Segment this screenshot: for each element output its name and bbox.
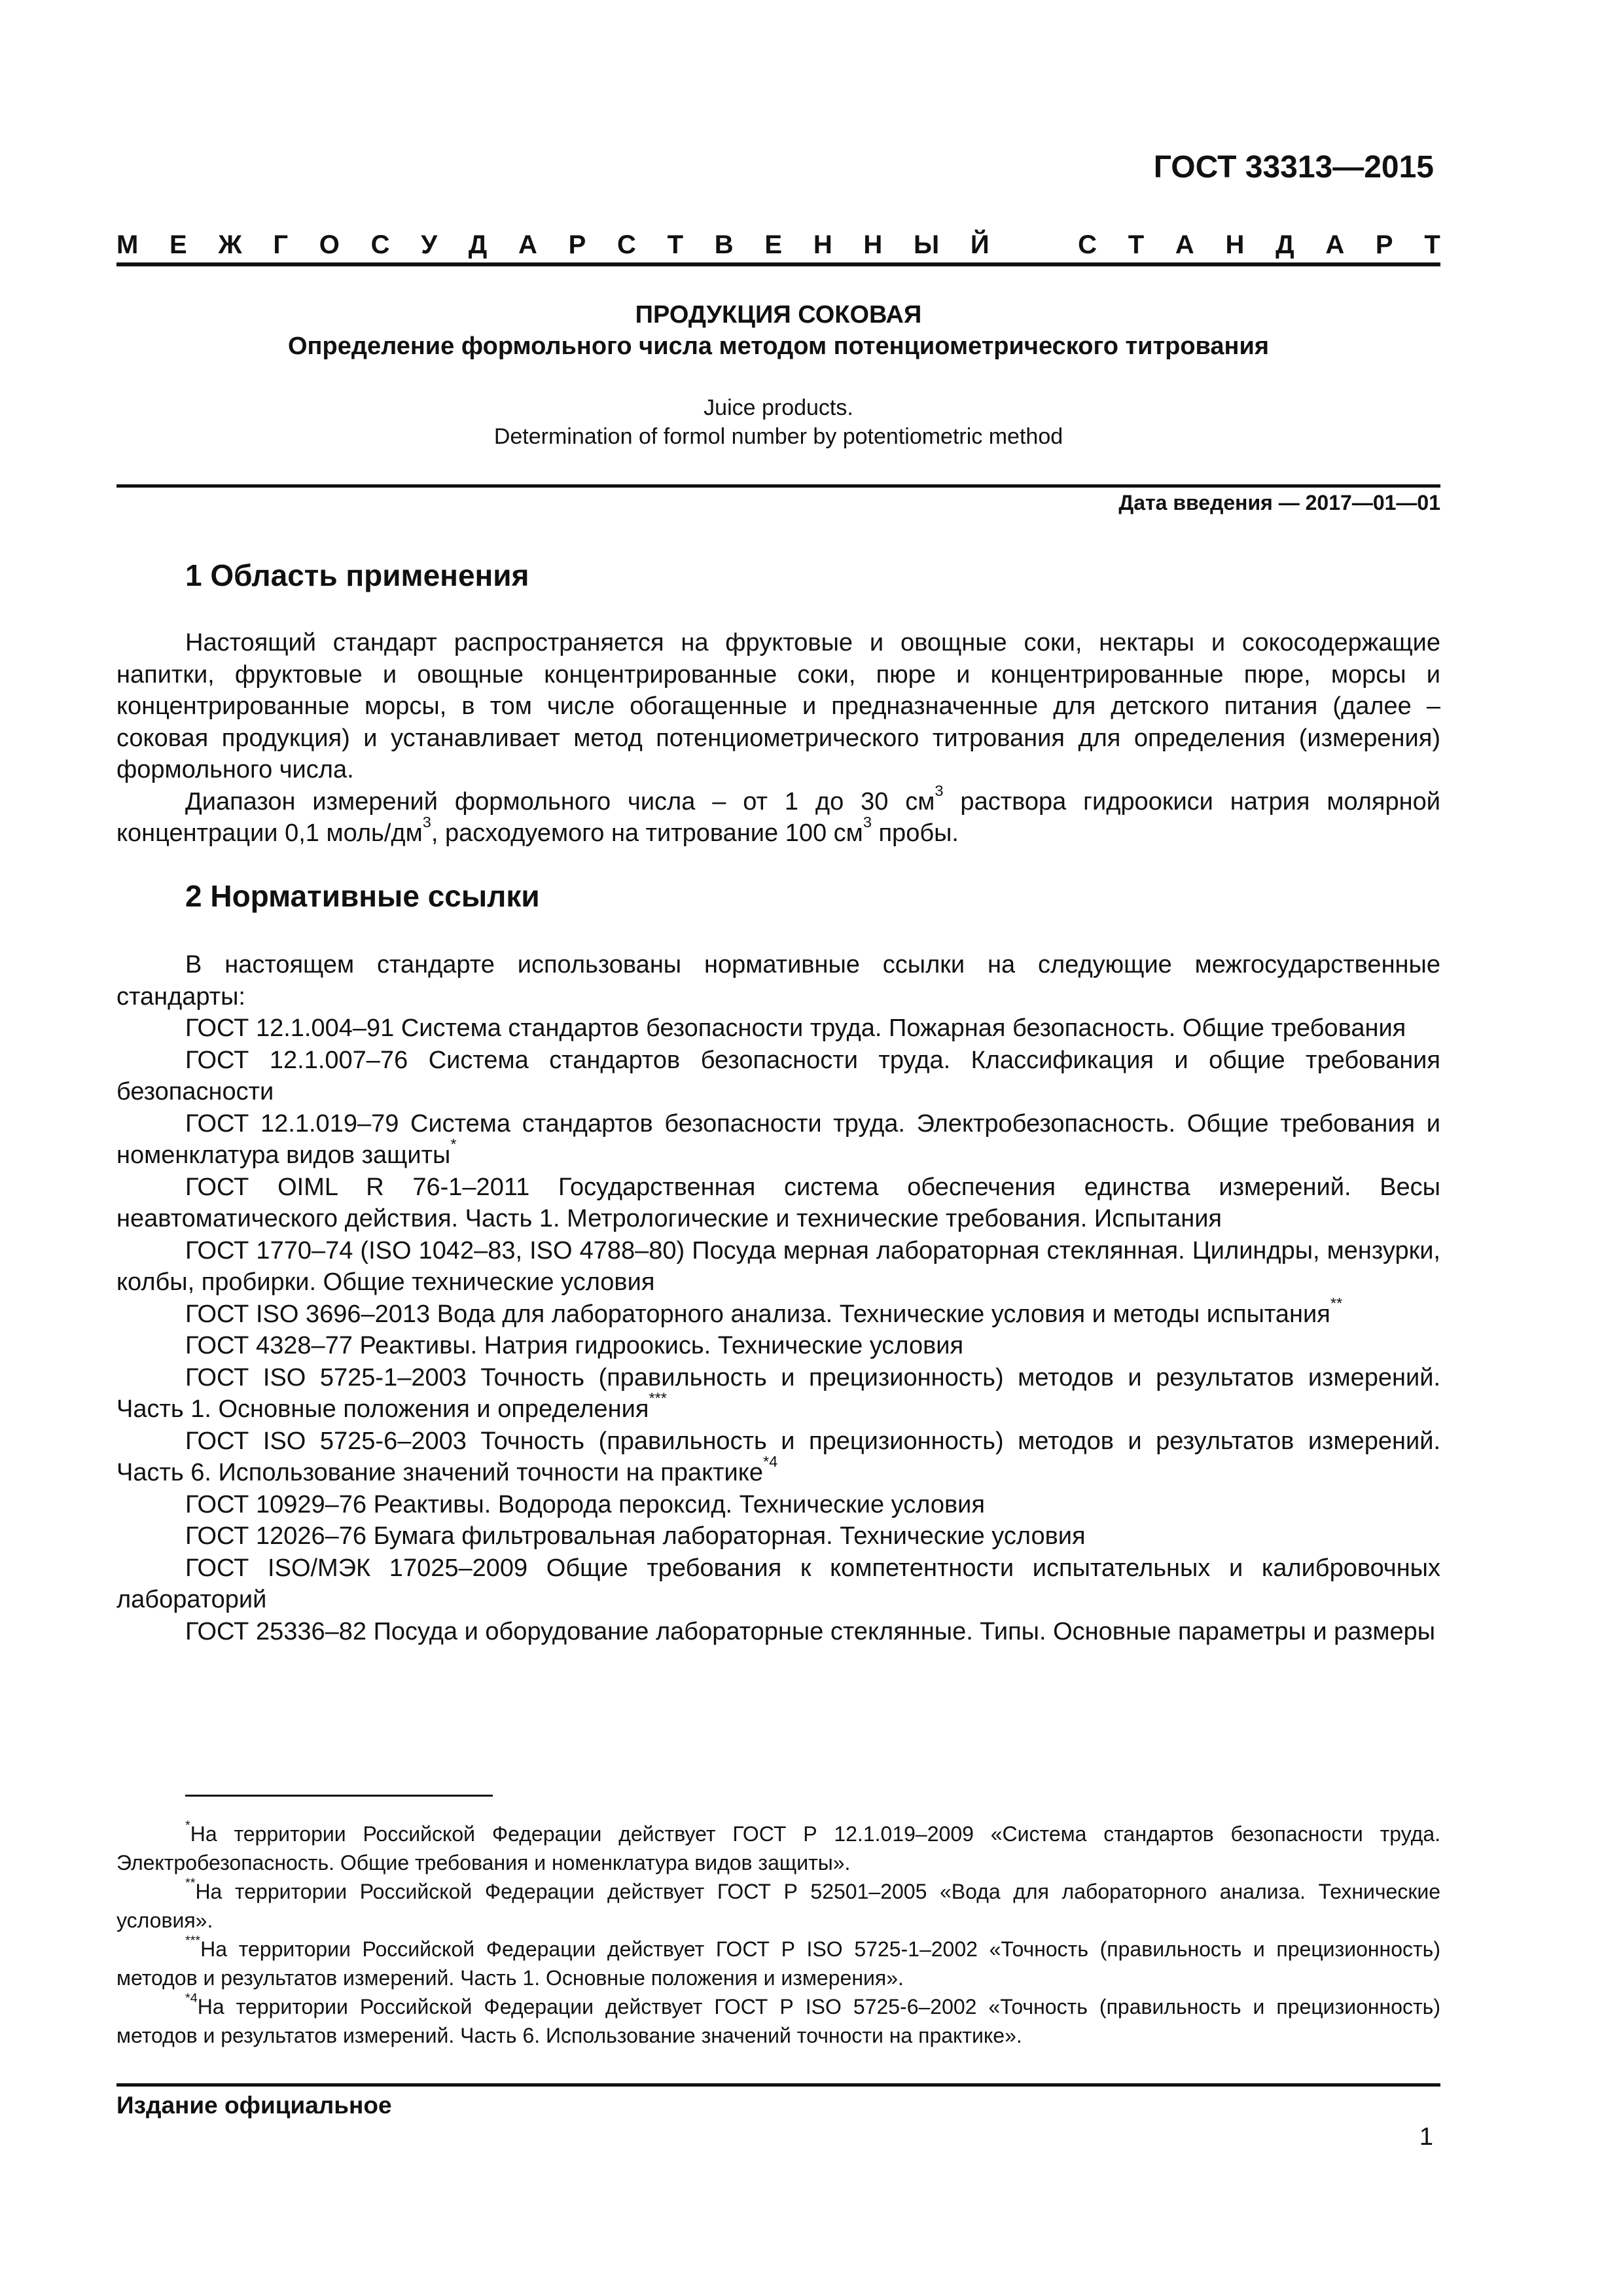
section-2-body [116,949,1440,1647]
title-ru-sub: Определение формольного числа методом потенциометрического титрования [287,332,1270,360]
normative-reference: ГОСТ 12.1.004–91 Система стандартов безопасности труда. Пожарная безопасность. Общие требования [185,1014,1406,1042]
section-1-paragraph-1: Настоящий стандарт распространяется на фруктовые и овощные соки, нектары и сокосодержащие напитки, фруктовые и овощные концентрированные соки, пюре и концентрированные пюре, морсы и концентрированные морсы, в том числе обогащенные и предназначенные для детского питания (далее – соковая продукция) и устанавливает метод потенциометрического титрования для определения (измерения) формольного числа. [116,629,1440,783]
banner-letter: Т [667,230,684,259]
normative-reference: ГОСТ 1770–74 (ISO 1042–83, ISO 4788–80) Посуда мерная лабораторная стеклянная. Цилиндры, мензурки, колбы, пробирки. Общие технические условия [116,1236,1440,1296]
intro-date: Дата введения — 2017—01—01 [1118,491,1440,514]
normative-reference: ГОСТ 12.1.007–76 Система стандартов безопасности труда. Классификация и общие требования безопасности [116,1046,1440,1105]
banner-letter: Д [1275,230,1294,259]
banner-letter: Н [863,230,883,259]
header-rule [116,262,1440,266]
footnote: $^{*4}$На территории Российской Федерации действует ГОСТ Р ISO 5725-6–2002 «Точность (правильность и прецизионность) методов и результатов измерений. Часть 6. Использование значений точности на практике». [116,1991,1440,2047]
page-number: 1 [1419,2123,1433,2151]
footnote-marker: *** [649,1389,667,1407]
banner-letter: Т [1128,230,1145,259]
banner-letter: Е [764,230,783,259]
banner-letter: С [617,230,636,259]
edition-label: Издание официальное [116,2092,392,2119]
title-en-main: Juice products. [704,395,853,420]
normative-reference: ГОСТ 10929–76 Реактивы. Водорода пероксид. Технические условия [185,1490,985,1518]
normative-reference: ГОСТ ISO/МЭК 17025–2009 Общие требования к компетентности испытательных и калибровочных лабораторий [116,1554,1440,1613]
footnote: ***На территории Российской Федерации действует ГОСТ Р ISO 5725-1–2002 «Точность (правильность и прецизионность) методов и результатов измерений. Часть 1. Основные положения и измерения». [116,1933,1440,1990]
banner-letter: У [421,230,438,259]
banner-letter: В [714,230,734,259]
normative-reference: ГОСТ 12.1.019–79 Система стандартов безопасности труда. Электробезопасность. Общие требования и номенклатура видов защиты* [116,1109,1440,1169]
footnote-marker: * [450,1135,457,1153]
banner-letter: А [1325,230,1345,259]
interstate-standard-banner [116,230,1440,260]
title-en-sub: Determination of formol number by potentiometric method [493,424,1063,449]
banner-letter: Н [1225,230,1245,259]
footnote-marker: *4 [185,1991,198,2006]
footnote-marker: *4 [762,1452,778,1470]
banner-letter: Ж [218,230,242,259]
banner-letter: С [1078,230,1097,259]
normative-reference: ГОСТ ISO 3696–2013 Вода для лабораторного анализа. Технические условия и методы испытания** [185,1294,1343,1328]
banner-letter: Н [813,230,832,259]
normative-reference: ГОСТ OIML R 76-1–2011 Государственная система обеспечения единства измерений. Весы неавтоматического действия. Часть 1. Метрологические и технические требования. Испытания [116,1173,1440,1232]
footnote: *На территории Российской Федерации действует ГОСТ Р 12.1.019–2009 «Система стандартов безопасности труда. Электробезопасность. Общие требования и номенклатура видов защиты». [116,1818,1440,1874]
footnotes [116,1820,1440,2050]
banner-letter: О [319,230,340,259]
section-1-body [116,627,1440,850]
banner-letter: Й [970,230,990,259]
banner-letter: М [116,230,139,259]
banner-letter: А [1175,230,1194,259]
banner-letter: Д [468,230,488,259]
banner-letter [1020,230,1046,260]
section-1-paragraph-2: Диапазон измерений формольного числа – от 1 до 30 $см^3$ раствора гидроокиси натрия молярной концентрации 0,1 моль/$дм^3$, расходуемого на титрование 100 $см^3$ пробы. [116,781,1440,847]
banner-letter: А [518,230,537,259]
footnote-marker: * [185,1818,190,1833]
banner-letter: С [370,230,390,259]
standard-code: ГОСТ 33313—2015 [1153,150,1434,185]
banner-letter: Г [273,230,289,259]
footnote-marker: *** [185,1933,201,1948]
normative-reference: ГОСТ 4328–77 Реактивы. Натрия гидроокись. Технические условия [185,1332,964,1359]
title-ru-main: ПРОДУКЦИЯ СОКОВАЯ [635,301,922,329]
banner-letter: Ы [914,230,940,259]
section-2-heading: 2 Нормативные ссылки [185,879,540,913]
footnote-marker: ** [185,1876,196,1891]
banner-letter: Е [169,230,187,259]
normative-reference: ГОСТ 12026–76 Бумага фильтровальная лабораторная. Технические условия [185,1522,1086,1550]
normative-reference: ГОСТ ISO 5725-1–2003 Точность (правильность и прецизионность) методов и результатов измерений. Часть 1. Основные положения и определения*** [116,1363,1440,1423]
footnote-marker: ** [1330,1294,1343,1312]
section-1-heading: 1 Область применения [185,558,529,592]
title-rule [116,484,1440,488]
footnote: **На территории Российской Федерации действует ГОСТ Р 52501–2005 «Вода для лабораторного анализа. Технические условия». [116,1876,1440,1932]
footnote-separator [185,1795,493,1797]
normative-reference: ГОСТ ISO 5725-6–2003 Точность (правильность и прецизионность) методов и результатов измерений. Часть 6. Использование значений точности на практике$^{*4}$ [116,1427,1440,1486]
banner-letter: Р [568,230,586,259]
normative-reference: ГОСТ 25336–82 Посуда и оборудование лабораторные стеклянные. Типы. Основные параметры и размеры [185,1617,1436,1645]
footer-rule [116,2083,1440,2087]
section-2-intro: В настоящем стандарте использованы нормативные ссылки на следующие межгосударственные стандарты: [116,951,1440,1011]
banner-letter: Р [1375,230,1393,259]
banner-letter: Т [1424,230,1440,259]
